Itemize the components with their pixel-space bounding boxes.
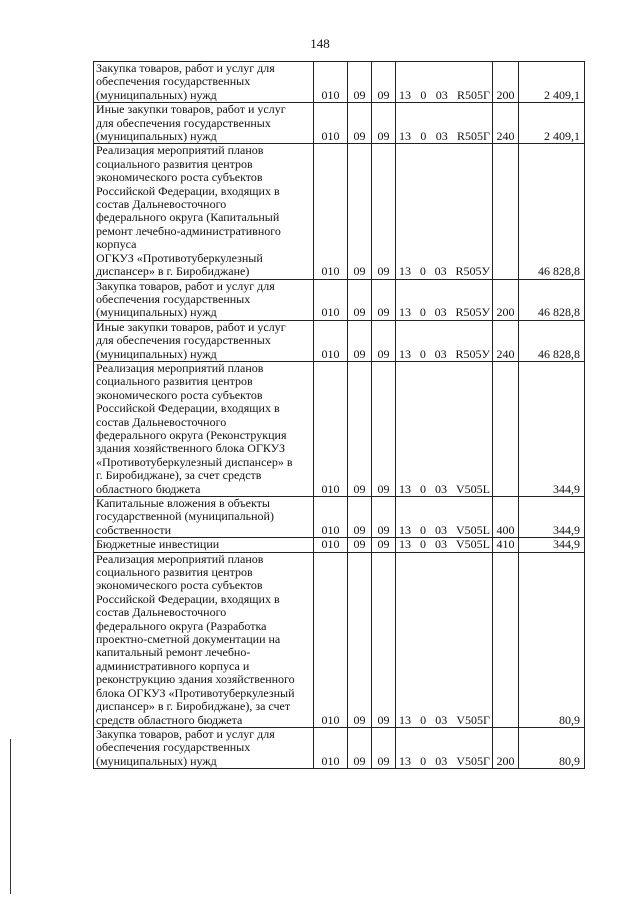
row-amount: 46 828,8 — [519, 320, 585, 361]
program-code-parts — [399, 538, 490, 551]
row-expense-type-code: 410 — [493, 538, 519, 552]
row-section-code: 09 — [348, 538, 372, 552]
program-code-part: 13 — [399, 87, 411, 102]
row-subsection-code: 09 — [372, 497, 396, 538]
row-expense-type-code — [493, 552, 519, 727]
row-ministry-code: 010 — [314, 279, 348, 320]
program-code-parts — [399, 306, 490, 319]
program-code-part: R505У — [455, 264, 490, 279]
row-amount: 344,9 — [519, 361, 585, 496]
program-code-parts — [399, 348, 490, 361]
row-ministry-code: 010 — [314, 361, 348, 496]
program-code-part: 0 — [420, 87, 427, 102]
program-code-part: 13 — [399, 712, 411, 727]
row-name-cell: Иные закупки товаров, работ и услуг для обеспечения государственных (муниципальных) нужд — [94, 320, 314, 361]
row-subsection-code: 09 — [372, 538, 396, 552]
row-name-cell: Реализация мероприятий планов социального развития центров экономического роста субъектов Российской Федерации, входящих в состав Дальневосточного федерального округа (Капитальный ремонт лечебно-административного корпуса ОГКУЗ «Противотуберкулезный диспансер» в г. Биробиджане) — [94, 144, 314, 279]
row-expense-type-code: 200 — [493, 279, 519, 320]
row-expense-type-code: 200 — [493, 727, 519, 768]
program-code-part: 0 — [420, 537, 426, 552]
row-expense-type-code: 240 — [493, 320, 519, 361]
program-code-part: 03 — [434, 305, 447, 320]
table-row — [94, 279, 585, 320]
row-subsection-code: 09 — [372, 552, 396, 727]
row-expense-type-code: 240 — [493, 103, 519, 144]
program-code-parts — [399, 524, 490, 537]
program-code-part: V505L — [456, 522, 490, 537]
table-row — [94, 144, 585, 279]
program-code-part: 03 — [435, 753, 448, 768]
row-section-code: 09 — [348, 103, 372, 144]
row-section-code: 09 — [348, 361, 372, 496]
program-code-part: 03 — [434, 264, 447, 279]
row-section-code: 09 — [348, 320, 372, 361]
program-code-part: 13 — [399, 129, 411, 144]
row-name-cell: Иные закупки товаров, работ и услуг для обеспечения государственных (муниципальных) нужд — [94, 103, 314, 144]
program-code-part: 13 — [399, 305, 411, 320]
row-expense-type-code: 200 — [493, 62, 519, 103]
row-program-code — [396, 497, 493, 538]
program-code-part: 13 — [399, 537, 411, 552]
row-expense-type-code — [493, 361, 519, 496]
row-subsection-code: 09 — [372, 144, 396, 279]
program-code-part: 0 — [419, 346, 426, 361]
row-amount: 344,9 — [519, 538, 585, 552]
row-ministry-code: 010 — [314, 538, 348, 552]
program-code-part: 0 — [419, 305, 426, 320]
program-code-part: 0 — [420, 522, 426, 537]
row-name-cell: Реализация мероприятий планов социального развития центров экономического роста субъектов Российской Федерации, входящих в состав Дальневосточного федерального округа (Разработка проектно-сметной документации на капитальный ремонт лечебно- административного корпуса и реконструкцию здания хозяйственного блока ОГКУЗ «Противотуберкулезный диспансер» в г. Биробиджане), за счет средств областного бюджета — [94, 552, 314, 727]
row-program-code — [396, 320, 493, 361]
program-code-parts — [399, 483, 490, 496]
row-section-code: 09 — [348, 552, 372, 727]
row-program-code — [396, 727, 493, 768]
program-code-part: V505L — [456, 481, 490, 496]
program-code-part: 03 — [435, 712, 448, 727]
table-row — [94, 320, 585, 361]
program-code-part: V505Г — [456, 712, 490, 727]
program-code-part: 03 — [435, 537, 447, 552]
row-subsection-code: 09 — [372, 62, 396, 103]
program-code-part: 03 — [435, 129, 448, 144]
row-program-code — [396, 62, 493, 103]
program-code-part: 0 — [420, 753, 427, 768]
row-amount: 80,9 — [519, 727, 585, 768]
row-subsection-code: 09 — [372, 361, 396, 496]
row-amount: 344,9 — [519, 497, 585, 538]
program-code-parts — [399, 714, 490, 727]
budget-table — [93, 61, 585, 769]
program-code-part: 13 — [399, 753, 411, 768]
program-code-part: 13 — [399, 264, 411, 279]
row-expense-type-code: 400 — [493, 497, 519, 538]
row-name-cell: Закупка товаров, работ и услуг для обеспечения государственных (муниципальных) нужд — [94, 62, 314, 103]
program-code-part: R505Г — [457, 87, 490, 102]
table-row — [94, 727, 585, 768]
program-code-part: 13 — [399, 481, 411, 496]
row-subsection-code: 09 — [372, 103, 396, 144]
table-row — [94, 103, 585, 144]
row-program-code — [396, 144, 493, 279]
program-code-part: 03 — [435, 87, 448, 102]
program-code-part: 03 — [435, 522, 447, 537]
row-subsection-code: 09 — [372, 279, 396, 320]
row-expense-type-code — [493, 144, 519, 279]
row-amount: 2 409,1 — [519, 62, 585, 103]
row-program-code — [396, 552, 493, 727]
program-code-part: 03 — [434, 346, 447, 361]
row-name-cell: Реализация мероприятий планов социального развития центров экономического роста субъектов Российской Федерации, входящих в состав Дальневосточного федерального округа (Реконструкция здания хозяйственного блока ОГКУЗ «Противотуберкулезный диспансер» в г. Биробиджане), за счет средств областного бюджета — [94, 361, 314, 496]
program-code-part: 13 — [399, 346, 411, 361]
row-amount: 46 828,8 — [519, 279, 585, 320]
margin-line — [10, 739, 11, 894]
program-code-part: 0 — [420, 481, 426, 496]
row-program-code — [396, 538, 493, 552]
row-ministry-code: 010 — [314, 320, 348, 361]
row-name-cell: Закупка товаров, работ и услуг для обеспечения государственных (муниципальных) нужд — [94, 727, 314, 768]
row-amount: 46 828,8 — [519, 144, 585, 279]
program-code-parts — [399, 265, 490, 278]
program-code-parts — [399, 89, 490, 102]
table-body — [94, 62, 585, 769]
program-code-part: R505У — [455, 305, 490, 320]
row-name-cell: Капитальные вложения в объекты государственной (муниципальной) собственности — [94, 497, 314, 538]
page-number: 148 — [310, 36, 330, 51]
program-code-parts — [399, 130, 490, 143]
row-ministry-code: 010 — [314, 552, 348, 727]
table-row — [94, 497, 585, 538]
program-code-part: V505Г — [456, 753, 490, 768]
table-row — [94, 62, 585, 103]
row-ministry-code: 010 — [314, 497, 348, 538]
row-section-code: 09 — [348, 62, 372, 103]
row-program-code — [396, 103, 493, 144]
row-name-cell: Закупка товаров, работ и услуг для обеспечения государственных (муниципальных) нужд — [94, 279, 314, 320]
row-ministry-code: 010 — [314, 144, 348, 279]
program-code-part: 13 — [399, 522, 411, 537]
table-row — [94, 538, 585, 552]
program-code-part: 0 — [420, 129, 427, 144]
row-amount: 80,9 — [519, 552, 585, 727]
program-code-part: 0 — [420, 712, 427, 727]
program-code-part: R505У — [455, 346, 490, 361]
row-ministry-code: 010 — [314, 727, 348, 768]
row-subsection-code: 09 — [372, 727, 396, 768]
row-ministry-code: 010 — [314, 103, 348, 144]
row-name-cell: Бюджетные инвестиции — [94, 538, 314, 552]
program-code-part: R505Г — [457, 129, 490, 144]
program-code-part: V505L — [456, 537, 490, 552]
row-section-code: 09 — [348, 279, 372, 320]
row-section-code: 09 — [348, 144, 372, 279]
table-row — [94, 361, 585, 496]
row-section-code: 09 — [348, 497, 372, 538]
row-subsection-code: 09 — [372, 320, 396, 361]
row-program-code — [396, 361, 493, 496]
row-ministry-code: 010 — [314, 62, 348, 103]
program-code-part: 0 — [419, 264, 426, 279]
row-program-code — [396, 279, 493, 320]
program-code-part: 03 — [435, 481, 447, 496]
table-row — [94, 552, 585, 727]
row-amount: 2 409,1 — [519, 103, 585, 144]
row-section-code: 09 — [348, 727, 372, 768]
program-code-parts — [399, 755, 490, 768]
